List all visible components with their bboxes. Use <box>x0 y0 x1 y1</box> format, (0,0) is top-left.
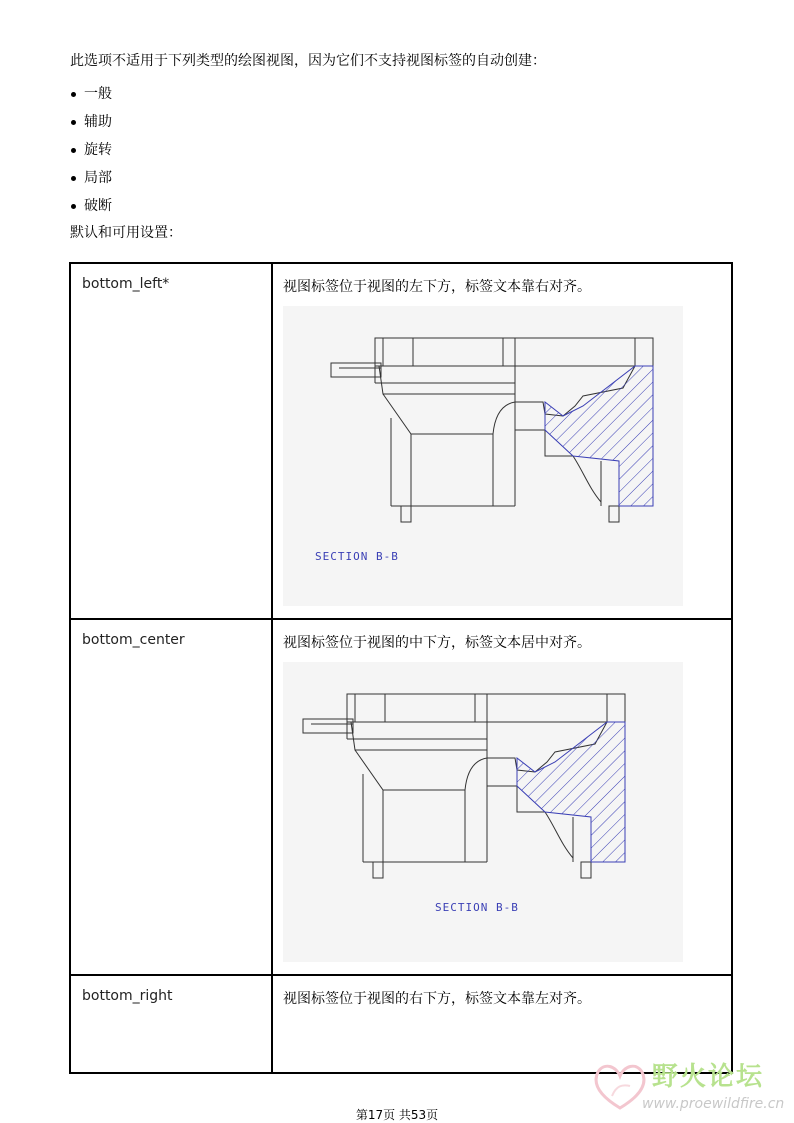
watermark-url: www.proewildfire.cn <box>642 1096 785 1112</box>
bullet-icon <box>71 92 76 97</box>
option-description: 视图标签位于视图的左下方，标签文本靠右对齐。 <box>283 279 591 295</box>
table-row <box>70 619 732 975</box>
bullet-icon <box>71 204 76 209</box>
settings-table <box>69 262 733 1074</box>
list-item: 辅助 <box>70 108 112 136</box>
list-item: 旋转 <box>70 136 112 164</box>
view-label: SECTION B-B <box>315 550 399 563</box>
option-key: bottom_right <box>82 988 173 1004</box>
bullet-icon <box>71 148 76 153</box>
option-key: bottom_left* <box>82 276 170 292</box>
list-item: 局部 <box>70 164 112 192</box>
bullet-icon <box>71 176 76 181</box>
option-description: 视图标签位于视图的中下方，标签文本居中对齐。 <box>283 635 591 651</box>
section-view-figure <box>283 662 683 962</box>
page-footer: 第17页 共53页 <box>355 1108 439 1122</box>
view-type-list <box>70 80 112 220</box>
list-item: 一般 <box>70 80 112 108</box>
watermark-title: 野火论坛 <box>652 1062 765 1092</box>
section-view-figure <box>283 306 683 606</box>
view-label: SECTION B-B <box>435 901 519 914</box>
option-key: bottom_center <box>82 632 185 648</box>
option-description: 视图标签位于视图的右下方，标签文本靠左对齐。 <box>283 991 591 1007</box>
bullet-icon <box>71 120 76 125</box>
table-row <box>70 263 732 619</box>
section-drawing <box>283 662 683 962</box>
list-item: 破断 <box>70 192 112 220</box>
section-drawing <box>283 306 683 606</box>
defaults-heading: 默认和可用设置： <box>70 225 182 241</box>
intro-paragraph: 此选项不适用于下列类型的绘图视图，因为它们不支持视图标签的自动创建： <box>70 53 546 69</box>
